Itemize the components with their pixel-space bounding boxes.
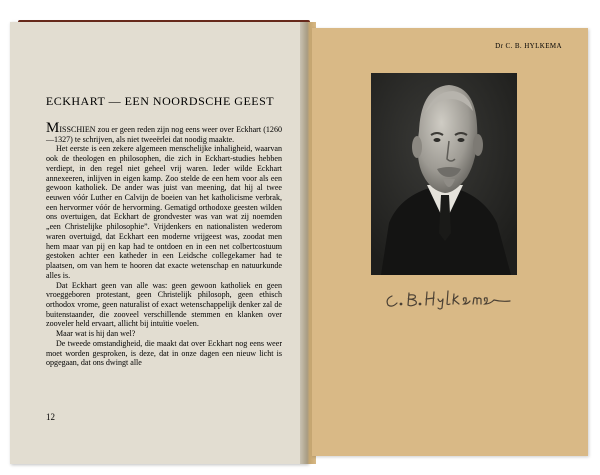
paragraph-4: Maar wat is hij dan wel?	[56, 329, 136, 339]
drop-cap: M	[46, 120, 60, 136]
portrait-illustration	[371, 73, 517, 275]
paragraph-1-lead: ISSCHIEN	[59, 125, 96, 134]
page-number: 12	[46, 412, 55, 422]
paragraph-1	[46, 120, 282, 144]
portrait-photo	[371, 73, 517, 275]
paragraph-3: Dat Eckhart geen van alle was: geen gewoon katholiek en geen vroeggeboren protestant, geen Christelijk philosoph, geen ethisch orthodox vrome, geen naturalist of exact wetenschappelijk denker zal de buitenstaander, die zooveel verschillende stemmen en klanken over zooveler held ervaart, allicht bij intuïtie voelen.	[46, 280, 282, 329]
signature	[382, 286, 514, 312]
chapter-title: ECKHART — EEN NOORDSCHE GEEST	[45, 94, 275, 108]
running-head: Dr C. B. HYLKEMA	[495, 42, 562, 50]
paragraph-2: Het eerste is een zekere algemeen menschelijke inhaligheid, waarvan ook de theologen en philosophen, die zich in Eckhart-studies hebben verdiept, in den regel niet geheel vrij waren. Ieder wilde Eckhart annexeeren, inlijven in eigen kamp. Zoo stelde de een hem voor als een gewoon katholiek. De ander was juist van meening, dat hij al twee eeuwen vóór Luther en Calvijn de boeien van het katholicisme verbrak, een hervormer vóór de hervorming. Gematigd orthodoxe geesten wilden ons overtuigen, dat Eckhart de grondvester was van wat zij noemden „een Christelijke philosophie”. Vrijdenkers en nationalisten wederom waren overtuigd, dat Eckhart een moderne vrijgeest was, zoodat men hem maar van pij en kap had te ontdoen en in een net colbertcostuum gestoken achter een katheder in een Leidsche collegekamer had te plaatsen, om van hem te hooren dat exacte wetenschap en natuurkunde alles is.	[46, 144, 282, 280]
signature-drawing	[382, 286, 514, 312]
paragraph-5: De tweede omstandigheid, die maakt dat over Eckhart nog eens weer moet worden gesproken, is deze, dat in onze dagen een nieuw licht is opgegaan, dat ons dwingt alle	[46, 338, 282, 368]
body-text	[46, 120, 282, 368]
paragraph-1-text: zou er geen reden zijn nog eens weer over Eckhart (1260—1327) te schrijven, als niet tweeërlei dat noodig maakte.	[46, 125, 282, 144]
